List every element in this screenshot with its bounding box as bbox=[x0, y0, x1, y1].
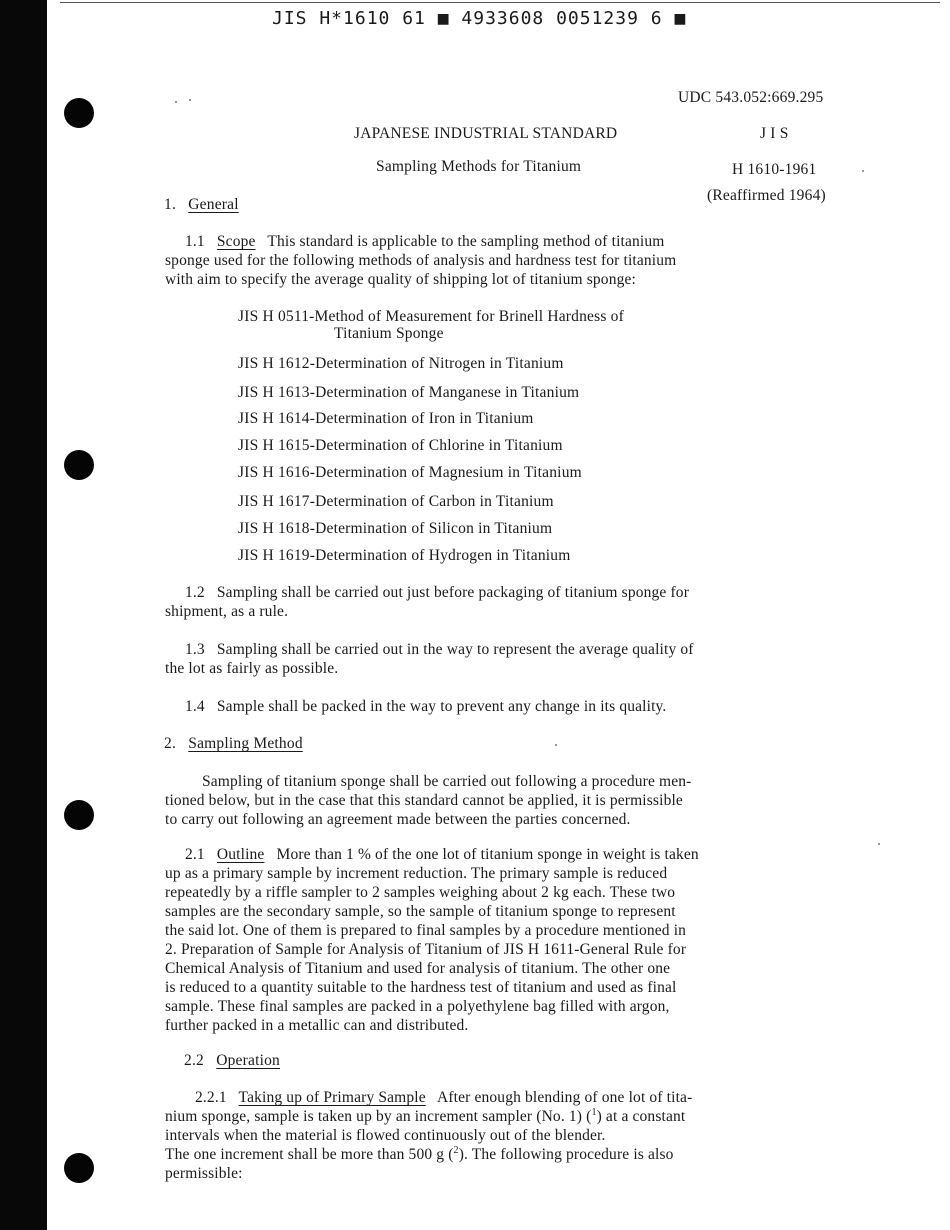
footnote-ref: 2 bbox=[453, 1145, 459, 1156]
scan-speck bbox=[878, 843, 880, 845]
operation-heading: Operation bbox=[216, 1052, 280, 1069]
reference-item: JIS H 0511-Method of Measurement for Brinell Hardness of Titanium Sponge bbox=[238, 308, 624, 342]
paragraph-1-2: 1.2 Sampling shall be carried out just before packaging of titanium sponge for shipment, as a rule. bbox=[165, 584, 690, 620]
reference-item: JIS H 1617-Determination of Carbon in Titanium bbox=[238, 493, 554, 510]
scope-heading: Scope bbox=[216, 233, 256, 250]
paragraph-1-4: 1.4 Sample shall be packed in the way to prevent any change in its quality. bbox=[185, 698, 667, 715]
reference-item: JIS H 1618-Determination of Silicon in Titanium bbox=[238, 520, 553, 537]
section-number: 2. bbox=[164, 735, 177, 752]
document-code: JIS H*1610 61 ■ 4933608 0051239 6 ■ bbox=[272, 8, 687, 29]
reference-item: JIS H 1619-Determination of Hydrogen in Titanium bbox=[238, 547, 571, 564]
scan-speck bbox=[175, 101, 177, 103]
reference-item: JIS H 1616-Determination of Magnesium in Titanium bbox=[238, 464, 582, 481]
scan-speck bbox=[189, 99, 191, 101]
outline-heading: Outline bbox=[216, 846, 265, 863]
reference-item: JIS H 1614-Determination of Iron in Titanium bbox=[238, 410, 534, 427]
section-2-intro: Sampling of titanium sponge shall be carried out following a procedure men- tioned below, but in the case that this standard cannot be applied, it is permissible to carry out following an agreement made between the parties concerned. bbox=[165, 773, 692, 828]
paragraph-2-1: 2.1 Outline More than 1 % of the one lot of titanium sponge in weight is taken up as a primary sample by increment reduction. The primary sample is reduced repeatedly by a riffle sampler to 2 samples weighing about 2 kg each. These two samples are the secondary sample, so the sample of titanium sponge to represent the said lot. One of them is prepared to final samples by a procedure mentioned in 2. Preparation of Sample for Analysis of Titanium of JIS H 1611-General Rule for Chemical Analysis of Titanium and used for analysis of titanium. The other one is reduced to a quantity suitable to the hardness test of titanium and used as final sample. These final samples are packed in a polyethylene bag filled with argon, further packed in a metallic can and distributed. bbox=[165, 846, 699, 1034]
section-number: 1. bbox=[164, 196, 177, 213]
punch-hole bbox=[64, 98, 94, 128]
punch-hole bbox=[64, 1153, 94, 1183]
jis-mark: J I S bbox=[760, 125, 789, 142]
paragraph-1-3: 1.3 Sampling shall be carried out in the way to represent the average quality of the lot as fairly as possible. bbox=[165, 641, 694, 677]
reaffirmed-note: (Reaffirmed 1964) bbox=[707, 187, 826, 204]
reference-item: JIS H 1612-Determination of Nitrogen in Titanium bbox=[238, 355, 564, 372]
punch-hole bbox=[64, 800, 94, 830]
paragraph-2-2-1: 2.2.1 Taking up of Primary Sample After enough blending of one lot of tita- nium sponge, sample is taken up by an increment sampler (No. 1) ($^1$) at a constant intervals when the material is flowed continuously out of the blender. The one increment shall be more than 500 g ($^2$). The following procedure is also permissible: bbox=[165, 1089, 693, 1182]
standard-number: H 1610-1961 bbox=[732, 161, 817, 178]
section-2-heading bbox=[164, 734, 303, 753]
top-rule bbox=[60, 2, 940, 3]
binding-edge bbox=[0, 0, 47, 1230]
scan-speck bbox=[862, 170, 864, 172]
punch-hole bbox=[64, 450, 94, 480]
document-title: Sampling Methods for Titanium bbox=[376, 158, 582, 175]
scan-speck bbox=[555, 744, 557, 746]
footnote-ref: 1 bbox=[591, 1107, 597, 1118]
udc-number: UDC 543.052:669.295 bbox=[678, 89, 824, 106]
reference-item: JIS H 1615-Determination of Chlorine in Titanium bbox=[238, 437, 563, 454]
primary-sample-heading: Taking up of Primary Sample bbox=[238, 1089, 426, 1106]
section-title: Sampling Method bbox=[188, 735, 303, 752]
section-title: General bbox=[188, 196, 239, 213]
standard-name: JAPANESE INDUSTRIAL STANDARD bbox=[354, 125, 618, 142]
reference-item: JIS H 1613-Determination of Manganese in Titanium bbox=[238, 384, 580, 401]
paragraph-1-1: 1.1 Scope This standard is applicable to the sampling method of titanium sponge used for the following methods of analysis and hardness test for titanium with aim to specify the average quality of shipping lot of titanium sponge: bbox=[165, 233, 677, 288]
subsection-2-2-heading: 2.2 Operation bbox=[184, 1052, 280, 1069]
section-1-heading bbox=[164, 195, 239, 214]
